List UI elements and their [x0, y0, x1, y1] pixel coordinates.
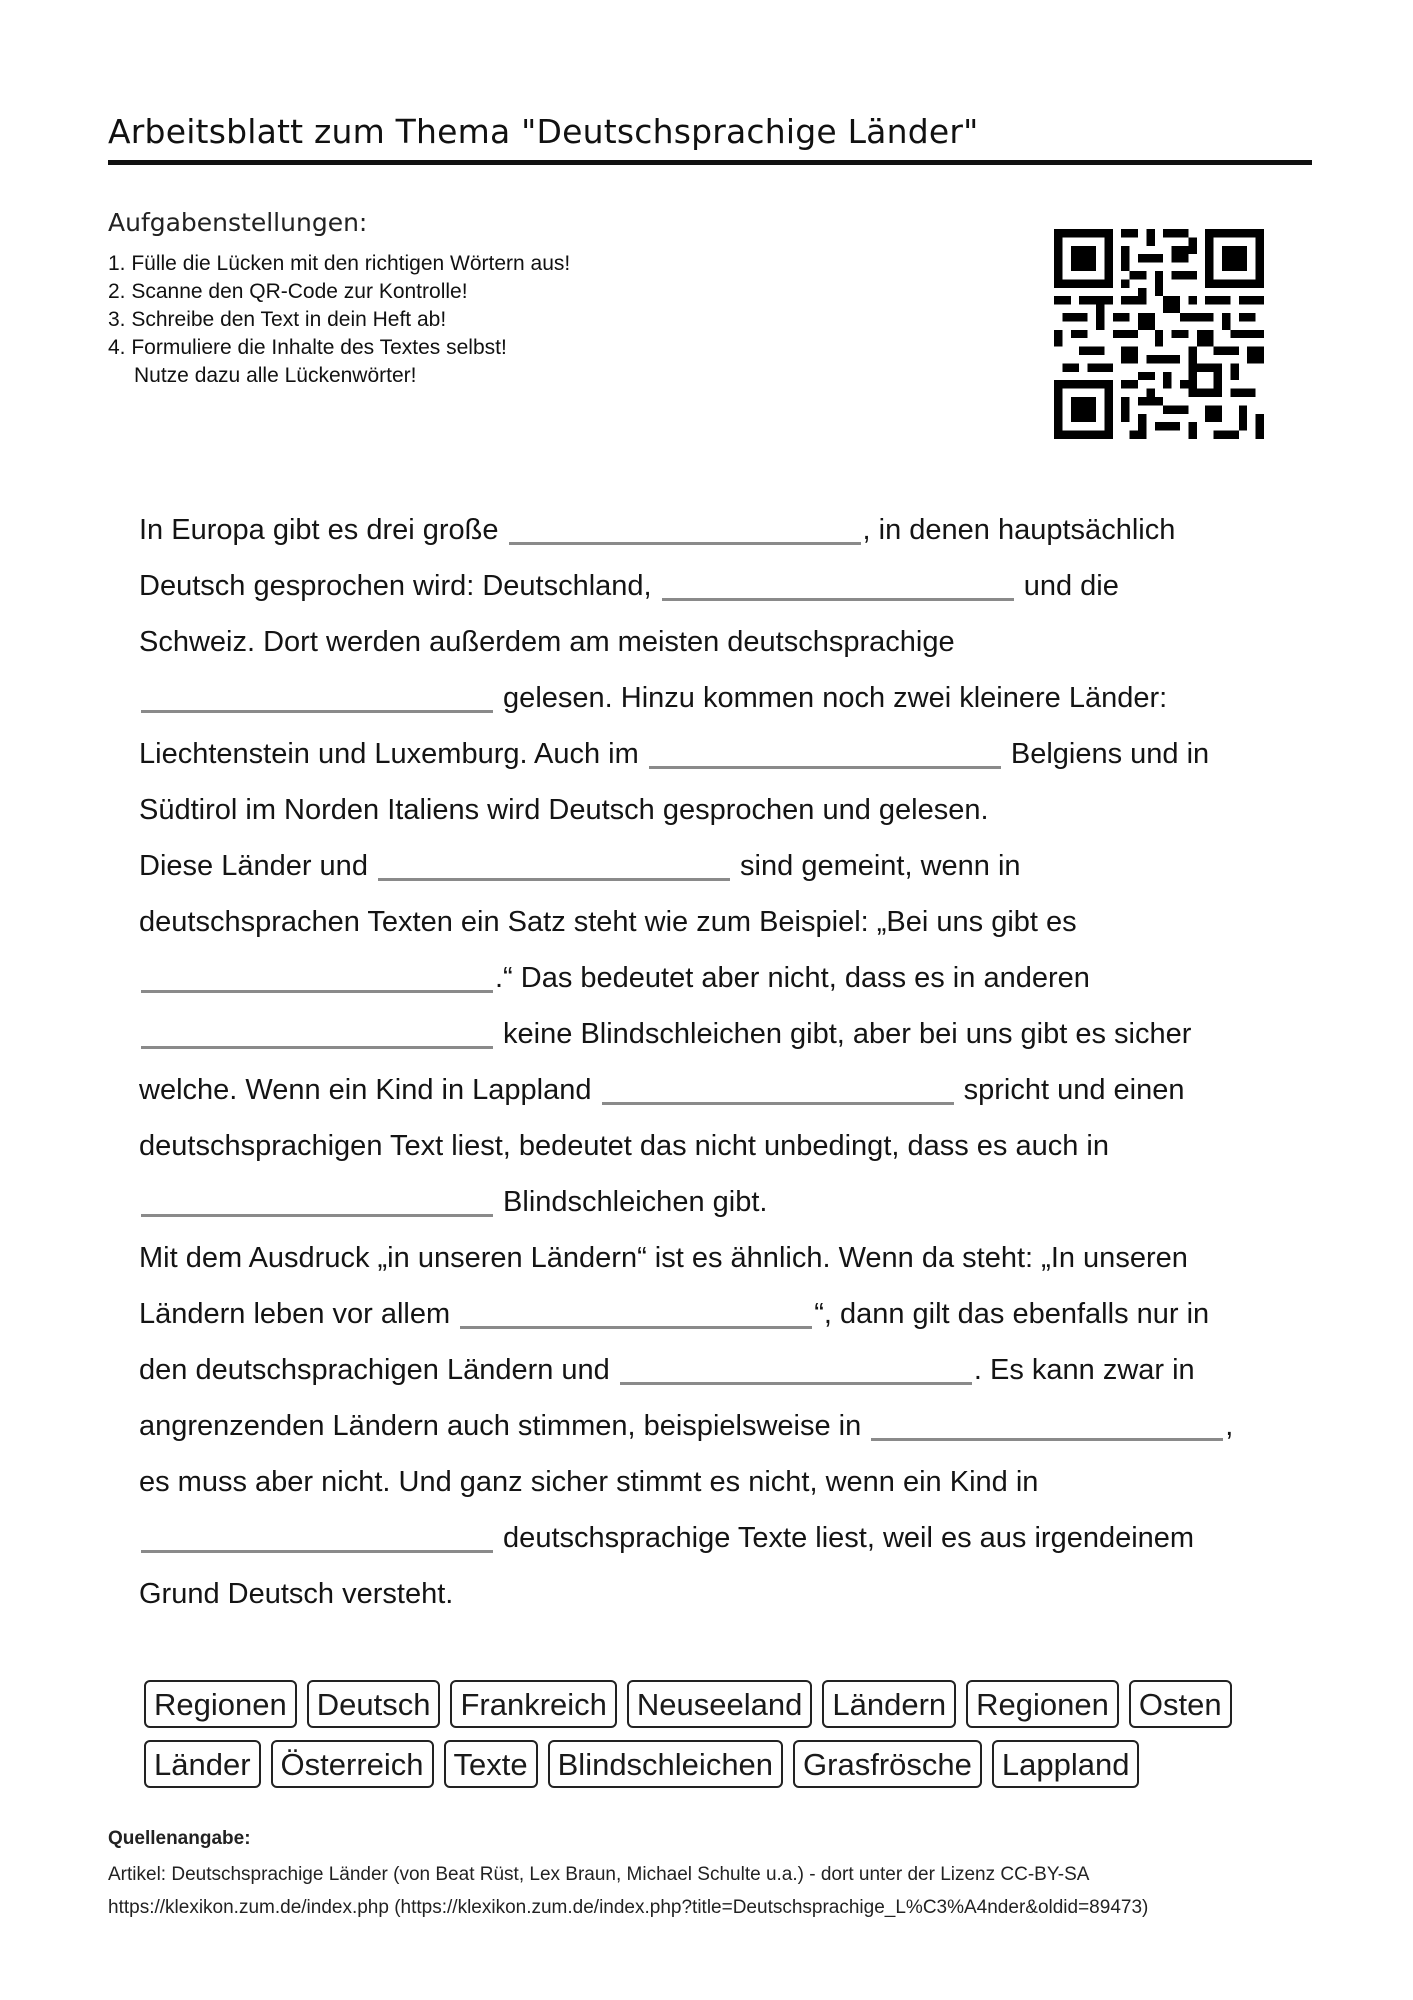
- blank-gap[interactable]: [620, 1348, 972, 1385]
- text-line: [139, 894, 1299, 950]
- text-segment: . Es kann zwar in: [973, 1354, 1195, 1386]
- text-line: [139, 1286, 1299, 1342]
- task-item-continuation: Nutze dazu alle Lückenwörter!: [134, 364, 417, 387]
- text-segment: spricht und einen: [955, 1074, 1185, 1106]
- text-segment: keine Blindschleichen gibt, aber bei uns gibt es sicher: [495, 1018, 1192, 1050]
- blank-gap[interactable]: [141, 676, 493, 713]
- text-line: [139, 782, 1299, 838]
- text-line: [139, 614, 1299, 670]
- task-item: 3. Schreibe den Text in dein Heft ab!: [108, 308, 447, 331]
- text-segment: Grund Deutsch versteht.: [139, 1578, 454, 1610]
- text-line: [139, 670, 1299, 726]
- text-line: [139, 1566, 1299, 1622]
- task-item: 2. Scanne den QR-Code zur Kontrolle!: [108, 280, 468, 303]
- text-line: [139, 1174, 1299, 1230]
- task-item: 1. Fülle die Lücken mit den richtigen Wörtern aus!: [108, 252, 571, 275]
- text-segment: Mit dem Ausdruck „in unseren Ländern“ ist es ähnlich. Wenn da steht: „In unseren: [139, 1242, 1188, 1274]
- word-chip[interactable]: Länder: [144, 1740, 261, 1788]
- word-chip[interactable]: Frankreich: [450, 1680, 616, 1728]
- word-chip[interactable]: Grasfrösche: [793, 1740, 982, 1788]
- text-segment: ,: [1225, 1410, 1234, 1442]
- text-segment: Südtirol im Norden Italiens wird Deutsch gesprochen und gelesen.: [139, 794, 989, 826]
- blank-gap[interactable]: [602, 1068, 954, 1105]
- page-title: Arbeitsblatt zum Thema "Deutschsprachige Länder": [108, 112, 979, 151]
- word-bank-row: [144, 1740, 1284, 1788]
- text-segment: deutschsprachen Texten ein Satz steht wie zum Beispiel: „Bei uns gibt es: [139, 906, 1077, 938]
- word-chip[interactable]: Regionen: [966, 1680, 1119, 1728]
- text-line: [139, 1454, 1299, 1510]
- word-chip[interactable]: Lappland: [992, 1740, 1140, 1788]
- text-line: [139, 1006, 1299, 1062]
- title-underline: [108, 160, 1312, 165]
- text-line: [139, 1118, 1299, 1174]
- source-section: [108, 1828, 1148, 1930]
- word-bank: [144, 1680, 1284, 1800]
- blank-gap[interactable]: [871, 1404, 1223, 1441]
- text-segment: angrenzenden Ländern auch stimmen, beispielsweise in: [139, 1410, 870, 1442]
- text-segment: deutschsprachigen Text liest, bedeutet das nicht unbedingt, dass es auch in: [139, 1130, 1109, 1162]
- qr-code-icon[interactable]: [1054, 228, 1264, 440]
- text-segment: und die: [1015, 570, 1119, 602]
- word-chip[interactable]: Regionen: [144, 1680, 297, 1728]
- text-segment: es muss aber nicht. Und ganz sicher stimmt es nicht, wenn ein Kind in: [139, 1466, 1039, 1498]
- blank-gap[interactable]: [141, 956, 493, 993]
- word-chip[interactable]: Ländern: [822, 1680, 956, 1728]
- text-segment: .“ Das bedeutet aber nicht, dass es in anderen: [495, 962, 1090, 994]
- text-segment: deutschsprachige Texte liest, weil es aus irgendeinem: [495, 1522, 1195, 1554]
- source-url[interactable]: https://klexikon.zum.de/index.php (https://klexikon.zum.de/index.php?title=Deutschsprachige_L%C3%A4nder&oldid=89473): [108, 1897, 1149, 1918]
- word-chip[interactable]: Neuseeland: [627, 1680, 812, 1728]
- text-line: [139, 1230, 1299, 1286]
- word-chip[interactable]: Blindschleichen: [548, 1740, 783, 1788]
- task-item: 4. Formuliere die Inhalte des Textes selbst!: [108, 336, 507, 359]
- text-segment: , in denen hauptsächlich: [862, 514, 1176, 546]
- blank-gap[interactable]: [649, 732, 1001, 769]
- word-chip[interactable]: Osten: [1129, 1680, 1232, 1728]
- text-segment: Diese Länder und: [139, 850, 376, 882]
- blank-gap[interactable]: [662, 564, 1014, 601]
- text-line: [139, 558, 1299, 614]
- blank-gap[interactable]: [141, 1516, 493, 1553]
- text-line: [139, 1510, 1299, 1566]
- text-segment: Belgiens und in: [1002, 738, 1210, 770]
- text-line: [139, 502, 1299, 558]
- text-segment: sind gemeint, wenn in: [732, 850, 1021, 882]
- blank-gap[interactable]: [509, 508, 861, 545]
- text-segment: Blindschleichen gibt.: [495, 1186, 768, 1218]
- text-segment: Liechtenstein und Luxemburg. Auch im: [139, 738, 647, 770]
- tasks-heading: Aufgabenstellungen:: [108, 208, 368, 237]
- text-segment: Schweiz. Dort werden außerdem am meisten deutschsprachige: [139, 626, 955, 658]
- cloze-text: [139, 502, 1299, 1622]
- text-segment: In Europa gibt es drei große: [139, 514, 507, 546]
- blank-gap[interactable]: [460, 1292, 812, 1329]
- word-bank-row: [144, 1680, 1284, 1728]
- word-chip[interactable]: Österreich: [271, 1740, 434, 1788]
- text-segment: welche. Wenn ein Kind in Lappland: [139, 1074, 600, 1106]
- text-line: [139, 1342, 1299, 1398]
- blank-gap[interactable]: [141, 1012, 493, 1049]
- text-segment: Ländern leben vor allem: [139, 1298, 459, 1330]
- text-line: [139, 838, 1299, 894]
- text-line: [139, 1062, 1299, 1118]
- text-segment: gelesen. Hinzu kommen noch zwei kleinere Länder:: [495, 682, 1168, 714]
- blank-gap[interactable]: [141, 1180, 493, 1217]
- source-heading: Quellenangabe:: [108, 1828, 251, 1849]
- text-segment: “, dann gilt das ebenfalls nur in: [814, 1298, 1210, 1330]
- source-article: Artikel: Deutschsprachige Länder (von Beat Rüst, Lex Braun, Michael Schulte u.a.) - dort unter der Lizenz CC-BY-SA: [108, 1864, 1090, 1885]
- task-list: [108, 250, 570, 390]
- text-segment: den deutschsprachigen Ländern und: [139, 1354, 618, 1386]
- text-line: [139, 950, 1299, 1006]
- text-line: [139, 726, 1299, 782]
- text-line: [139, 1398, 1299, 1454]
- text-segment: Deutsch gesprochen wird: Deutschland,: [139, 570, 660, 602]
- blank-gap[interactable]: [378, 844, 730, 881]
- word-chip[interactable]: Texte: [444, 1740, 538, 1788]
- word-chip[interactable]: Deutsch: [307, 1680, 441, 1728]
